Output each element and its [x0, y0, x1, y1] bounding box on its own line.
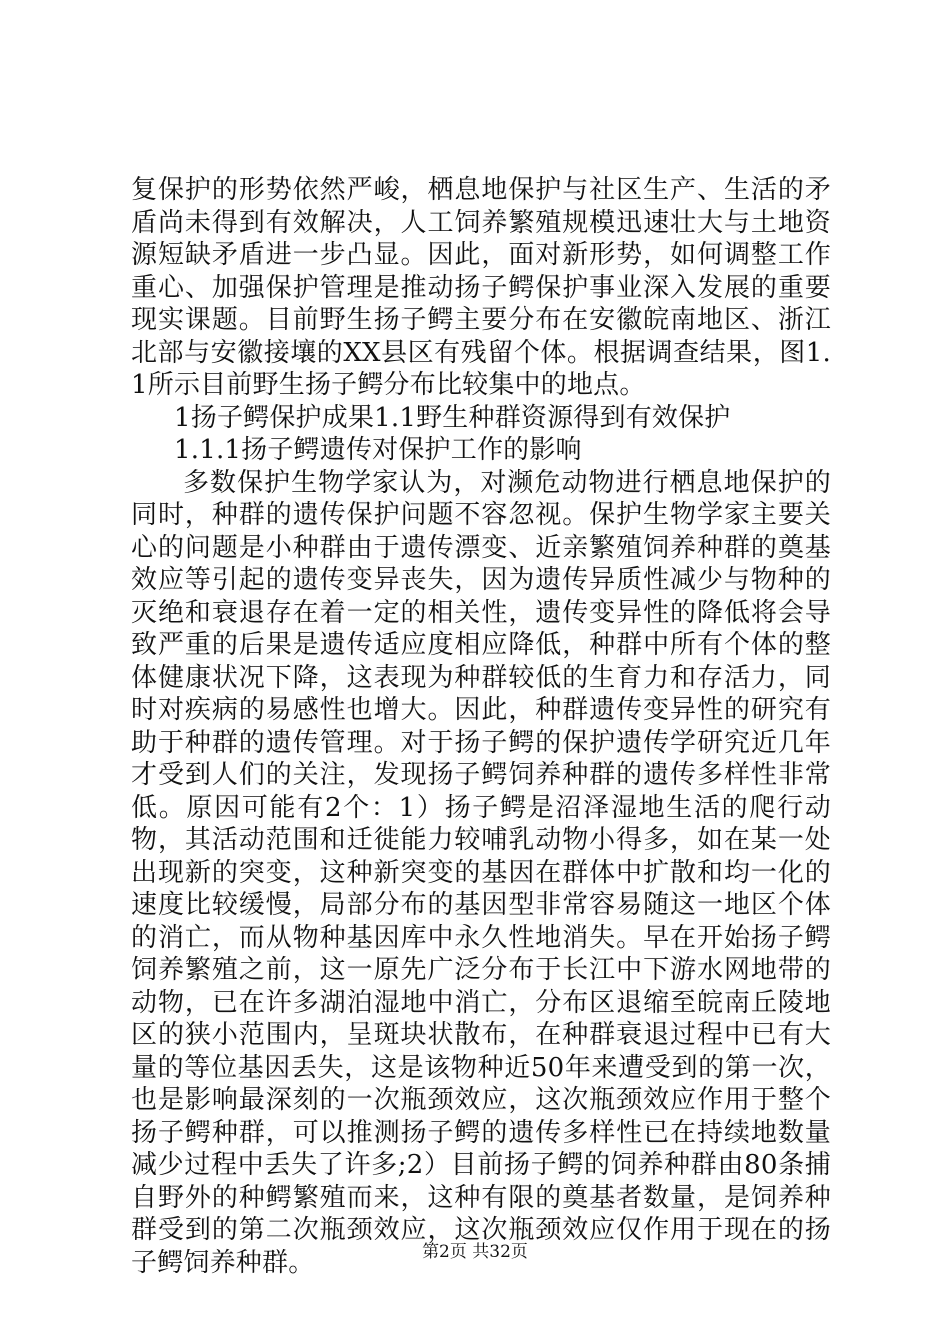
document-body [131, 174, 831, 1279]
page-number-label: 第2页 共32页 [422, 1242, 528, 1262]
section-heading: 1扬子鳄保护成果1.1野生种群资源得到有效保护 [174, 402, 731, 433]
subsection-heading: 1.1.1扬子鳄遗传对保护工作的影响 [174, 435, 582, 465]
page-footer [0, 1241, 950, 1263]
paragraph-intro: 复保护的形势依然严峻，栖息地保护与社区生产、生活的矛盾尚未得到有效解决，人工饲养繁殖规模迅速壮大与土地资源短缺矛盾进一步凸显。因此，面对新形势，如何调整工作重心、加强保护管理是推动扬子鳄保护事业深入发展的重要现实课题。目前野生扬子鳄主要分布在安徽皖南地区、浙江北部与安徽接壤的XX县区有残留个体。根据调查结果，图1.1所示目前野生扬子鳄分布比较集中的地点。 [131, 175, 831, 400]
paragraph-genetics: 多数保护生物学家认为，对濒危动物进行栖息地保护的同时，种群的遗传保护问题不容忽视。保护生物学家主要关心的问题是小种群由于遗传漂变、近亲繁殖饲养种群的奠基效应等引起的遗传变异丧失，因为遗传异质性减少与物种的灭绝和衰退存在着一定的相关性，遗传变异性的降低将会导致严重的后果是遗传适应度相应降低，种群中所有个体的整体健康状况下降，这表现为种群较低的生育力和存活力，同时对疾病的易感性也增大。因此，种群遗传变异性的研究有助于种群的遗传管理。对于扬子鳄的保护遗传学研究近几年才受到人们的关注，发现扬子鳄饲养种群的遗传多样性非常低。原因可能有2个：1）扬子鳄是沼泽湿地生活的爬行动物，其活动范围和迁徙能力较哺乳动物小得多，如在某一处出现新的突变，这种新突变的基因在群体中扩散和均一化的速度比较缓慢，局部分布的基因型非常容易随这一地区个体的消亡，而从物种基因库中永久性地消失。早在开始扬子鳄饲养繁殖之前，这一原先广泛分布于长江中下游水网地带的动物，已在许多湖泊湿地中消亡，分布区退缩至皖南丘陵地区的狭小范围内，呈斑块状散布，在种群衰退过程中已有大量的等位基因丢失，这是该物种近50年来遭受到的第一次，也是影响最深刻的一次瓶颈效应，这次瓶颈效应作用于整个扬子鳄种群，可以推测扬子鳄的遗传多样性已在持续地数量减少过程中丢失了许多;2）目前扬子鳄的饲养种群由80条捕自野外的种鳄繁殖而来，这种有限的奠基者数量，是饲养种群受到的第二次瓶颈效应，这次瓶颈效应仅作用于现在的扬子鳄饲养种群。 [131, 467, 831, 1278]
